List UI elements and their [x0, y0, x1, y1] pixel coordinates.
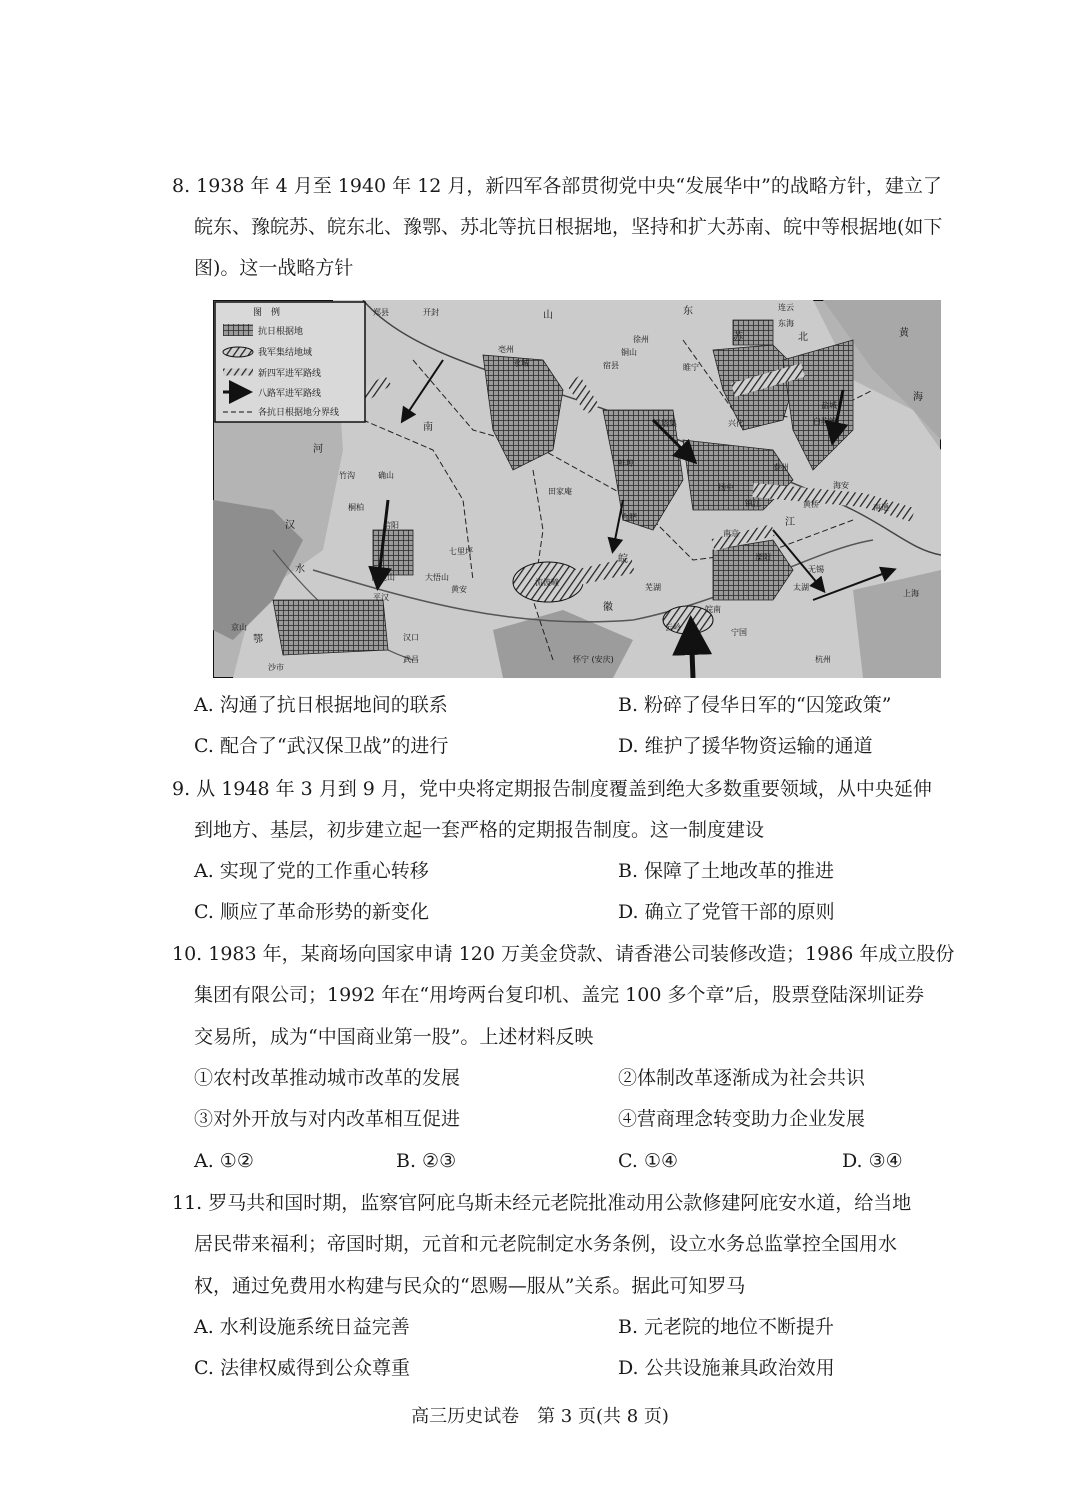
q10-stem-line-1: 10. 1983 年，某商场向国家申请 120 万美金贷款、请香港公司装修改造；1986 年成立股份 [172, 943, 955, 965]
place-label: 皖 [618, 554, 628, 565]
place-label: 七里坪 [449, 547, 473, 556]
q10-option-d[interactable]: D. ③④ [842, 1150, 903, 1172]
place-label: 合肥 [621, 513, 637, 522]
place-label: 南京 [723, 529, 739, 538]
q10-option-b[interactable]: B. ②③ [396, 1150, 457, 1172]
place-label: 南 [423, 422, 433, 433]
place-label: 永城 [513, 359, 529, 368]
place-label: 白驹镇 [813, 417, 837, 426]
place-label: 武昌 [403, 655, 419, 664]
place-label: 蚌埠 [618, 459, 634, 468]
q10-statement-2: ②体制改革逐渐成为社会共识 [618, 1067, 866, 1089]
place-label: 郑县 [373, 308, 389, 317]
place-label: 云岭 [665, 623, 681, 632]
q8-stem-line-3: 图)。这一战略方针 [194, 257, 354, 279]
q9-option-b[interactable]: B. 保障了土地改革的推进 [618, 860, 835, 882]
place-label: 海 [913, 392, 923, 403]
place-label: 平汉 [373, 593, 389, 602]
place-label: 东 [683, 306, 693, 317]
place-label: 确山 [378, 471, 394, 480]
legend-item: 各抗日根据地分界线 [258, 408, 340, 418]
place-label: 溧阳 [755, 553, 771, 562]
place-label: 山 [543, 310, 553, 321]
q10-stem-line-2: 集团有限公司；1992 年在“用垮两台复印机、盖完 100 多个章”后，股票登陆深圳证券 [194, 984, 925, 1006]
place-label: 江 [785, 517, 795, 528]
q11-option-d[interactable]: D. 公共设施兼具政治效用 [618, 1357, 835, 1379]
place-label: 睢宁 [683, 363, 699, 372]
place-label: 宿县 [603, 361, 619, 370]
place-label: 黄桥 [803, 500, 819, 509]
q9-option-d[interactable]: D. 确立了党管干部的原则 [618, 901, 835, 923]
place-label: 镇江 [745, 499, 761, 508]
page-footer: 高三历史试卷 第 3 页(共 8 页) [411, 1406, 669, 1427]
place-label: 连云 [778, 303, 794, 312]
q10-option-c[interactable]: C. ①④ [618, 1150, 679, 1172]
place-label: 水 [295, 564, 305, 575]
legend-item: 新四军进军路线 [258, 369, 322, 379]
place-label: 海安 [833, 481, 849, 490]
q11-stem-line-3: 权，通过免费用水构建与民众的“恩赐—服从”关系。据此可知罗马 [194, 1275, 746, 1297]
place-label: 扬中 [718, 483, 734, 492]
place-label: 汉 [285, 520, 295, 531]
place-label: 亳州 [498, 345, 514, 354]
place-label: 黄 [899, 328, 909, 339]
place-label: 白兆山 [371, 573, 395, 582]
place-label: 芜湖 [645, 583, 661, 592]
q11-option-a[interactable]: A. 水利设施系统日益完善 [194, 1316, 410, 1338]
q10-option-a[interactable]: A. ①② [194, 1150, 254, 1172]
q11-stem-line-2: 居民带来福利；帝国时期，元首和元老院制定水务条例，设立水务总监掌控全国用水 [194, 1233, 898, 1255]
legend-item: 八路军进军路线 [258, 389, 322, 399]
place-label: 宁国 [731, 628, 747, 637]
place-label: 桐柏 [348, 503, 364, 512]
place-label: 信阳 [383, 521, 399, 530]
place-label: 竹沟 [339, 471, 355, 480]
place-label: 大悟山 [425, 573, 449, 582]
legend-item: 抗日根据地 [258, 327, 304, 337]
q11-option-c[interactable]: C. 法律权威得到公众尊重 [194, 1357, 410, 1379]
place-label: 上海 [903, 589, 919, 598]
place-label: 太湖 [793, 583, 809, 592]
place-label: 怀宁 (安庆) [573, 655, 614, 664]
q11-stem-line-1: 11. 罗马共和国时期，监察官阿庇乌斯未经元老院批准动用公款修建阿庇安水道，给当地 [172, 1192, 912, 1214]
new-fourth-army-base-map [213, 300, 941, 678]
place-label: 黄安 [451, 585, 467, 594]
place-label: 开封 [423, 308, 439, 317]
legend-item: 我军集结地域 [258, 348, 313, 358]
place-label: 京山 [231, 623, 247, 632]
q9-stem-line-2: 到地方、基层，初步建立起一套严格的定期报告制度。这一制度建设 [194, 819, 765, 841]
q9-option-c[interactable]: C. 顺应了革命形势的新变化 [194, 901, 429, 923]
q10-statement-3: ③对外开放与对内改革相互促进 [194, 1108, 461, 1130]
place-label: 沙市 [268, 663, 284, 672]
place-label: 流波疃 [535, 578, 559, 587]
q8-option-c[interactable]: C. 配合了“武汉保卫战”的进行 [194, 735, 449, 757]
place-label: 河 [313, 444, 323, 455]
place-label: 泰州 [773, 463, 789, 472]
place-label: 皖南 [705, 605, 721, 614]
q9-option-a[interactable]: A. 实现了党的工作重心转移 [194, 860, 429, 882]
place-label: 北 [798, 332, 808, 343]
place-label: 苏 [733, 332, 743, 343]
q8-option-a[interactable]: A. 沟通了抗日根据地间的联系 [194, 694, 448, 716]
place-label: 徽 [603, 602, 613, 613]
q10-statement-1: ①农村改革推动城市改革的发展 [194, 1067, 461, 1089]
place-label: 盐城 [821, 401, 837, 410]
q9-stem-line-1: 9. 从 1948 年 3 月到 9 月，党中央将定期报告制度覆盖到绝大多数重要领域，从中央延伸 [172, 778, 932, 800]
place-label: 杭州 [815, 655, 831, 664]
q10-statement-4: ④营商理念转变助力企业发展 [618, 1108, 866, 1130]
place-label: 鄂 [253, 634, 263, 645]
place-label: 汉口 [403, 633, 419, 642]
q8-option-b[interactable]: B. 粉碎了侵华日军的“囚笼政策” [618, 694, 892, 716]
q11-option-b[interactable]: B. 元老院的地位不断提升 [618, 1316, 835, 1338]
place-label: 铜山 [621, 348, 637, 357]
place-label: 东海 [778, 319, 794, 328]
place-label: 无锡 [808, 565, 824, 574]
q8-option-d[interactable]: D. 维护了援华物资运输的通道 [618, 735, 873, 757]
place-label: 兴化 [728, 419, 744, 428]
q8-stem-line-1: 8. 1938 年 4 月至 1940 年 12 月，新四军各部贯彻党中央“发展华中”的战略方针，建立了 [172, 175, 942, 197]
legend-title: 图 例 [253, 308, 281, 318]
place-label: 南通 [873, 503, 889, 512]
place-label: 半塔集 [653, 419, 677, 428]
place-label: 徐州 [633, 335, 649, 344]
q10-stem-line-3: 交易所，成为“中国商业第一股”。上述材料反映 [194, 1026, 594, 1048]
q8-stem-line-2: 皖东、豫皖苏、皖东北、豫鄂、苏北等抗日根据地，坚持和扩大苏南、皖中等根据地(如下 [194, 216, 943, 238]
place-label: 田家庵 [548, 487, 572, 496]
